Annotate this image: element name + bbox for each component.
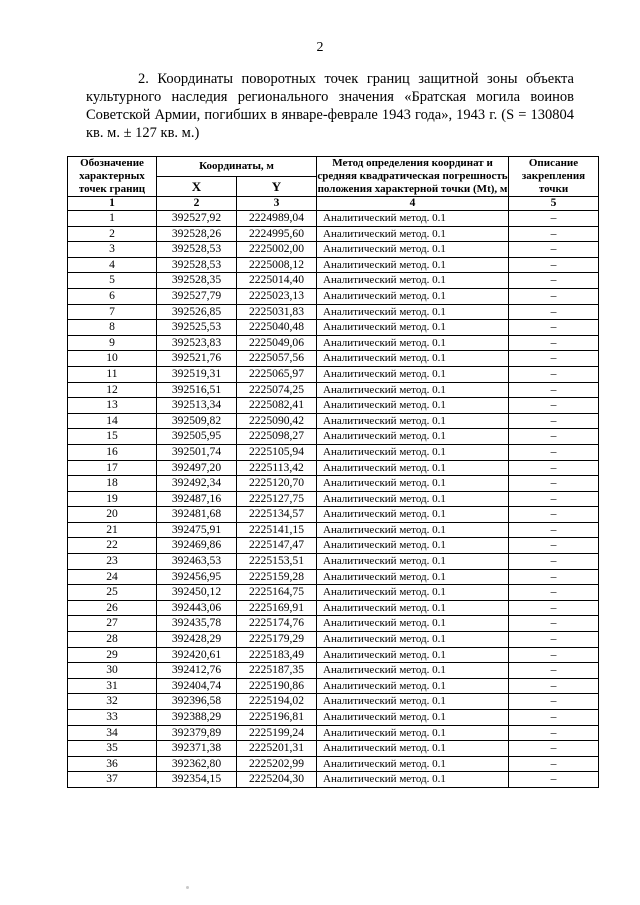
cell-fixing: – (509, 460, 599, 476)
cell-fixing: – (509, 288, 599, 304)
cell-method: Аналитический метод. 0.1 (317, 211, 509, 227)
cell-x: 392527,79 (157, 288, 237, 304)
cell-y: 2225169,91 (237, 600, 317, 616)
cell-point: 17 (68, 460, 157, 476)
cell-x: 392443,06 (157, 600, 237, 616)
cell-method: Аналитический метод. 0.1 (317, 585, 509, 601)
cell-method: Аналитический метод. 0.1 (317, 554, 509, 570)
table-row (68, 444, 599, 460)
cell-y: 2225190,86 (237, 678, 317, 694)
table-row (68, 304, 599, 320)
cell-x: 392528,26 (157, 226, 237, 242)
table-row (68, 772, 599, 788)
cell-point: 18 (68, 476, 157, 492)
cell-point: 30 (68, 663, 157, 679)
cell-x: 392487,16 (157, 491, 237, 507)
table-row (68, 476, 599, 492)
cell-method: Аналитический метод. 0.1 (317, 335, 509, 351)
cell-method: Аналитический метод. 0.1 (317, 756, 509, 772)
cell-y: 2225074,25 (237, 382, 317, 398)
table-row (68, 554, 599, 570)
table-row (68, 460, 599, 476)
table-row (68, 429, 599, 445)
header-y: Y (237, 177, 317, 197)
cell-x: 392396,58 (157, 694, 237, 710)
cell-point: 14 (68, 413, 157, 429)
cell-y: 2225164,75 (237, 585, 317, 601)
cell-y: 2225127,75 (237, 491, 317, 507)
cell-y: 2225057,56 (237, 351, 317, 367)
cell-point: 10 (68, 351, 157, 367)
cell-x: 392521,76 (157, 351, 237, 367)
cell-method: Аналитический метод. 0.1 (317, 632, 509, 648)
cell-y: 2225199,24 (237, 725, 317, 741)
cell-fixing: – (509, 382, 599, 398)
cell-x: 392388,29 (157, 710, 237, 726)
cell-point: 3 (68, 242, 157, 258)
table-row (68, 507, 599, 523)
cell-y: 2225194,02 (237, 694, 317, 710)
cell-fixing: – (509, 444, 599, 460)
cell-y: 2225023,13 (237, 288, 317, 304)
cell-y: 2225159,28 (237, 569, 317, 585)
cell-x: 392525,53 (157, 320, 237, 336)
table-row (68, 320, 599, 336)
cell-method: Аналитический метод. 0.1 (317, 320, 509, 336)
cell-fixing: – (509, 273, 599, 289)
table-row (68, 491, 599, 507)
cell-fixing: – (509, 569, 599, 585)
cell-x: 392528,35 (157, 273, 237, 289)
table-row (68, 522, 599, 538)
column-number: 3 (237, 197, 317, 211)
cell-fixing: – (509, 522, 599, 538)
cell-x: 392450,12 (157, 585, 237, 601)
cell-x: 392519,31 (157, 366, 237, 382)
cell-method: Аналитический метод. 0.1 (317, 429, 509, 445)
cell-method: Аналитический метод. 0.1 (317, 491, 509, 507)
cell-method: Аналитический метод. 0.1 (317, 569, 509, 585)
table-row (68, 616, 599, 632)
cell-method: Аналитический метод. 0.1 (317, 663, 509, 679)
cell-method: Аналитический метод. 0.1 (317, 522, 509, 538)
column-number: 4 (317, 197, 509, 211)
table-row (68, 273, 599, 289)
cell-fixing: – (509, 554, 599, 570)
header-fixing: Описание закрепления точки (509, 157, 599, 197)
cell-y: 2225002,00 (237, 242, 317, 258)
cell-y: 2225187,35 (237, 663, 317, 679)
cell-fixing: – (509, 694, 599, 710)
cell-method: Аналитический метод. 0.1 (317, 444, 509, 460)
cell-x: 392428,29 (157, 632, 237, 648)
cell-y: 2225031,83 (237, 304, 317, 320)
cell-point: 6 (68, 288, 157, 304)
table-row (68, 663, 599, 679)
cell-y: 2225065,97 (237, 366, 317, 382)
cell-fixing: – (509, 304, 599, 320)
header-point-label: Обозначение характерных точек границ (68, 157, 157, 197)
cell-y: 2225098,27 (237, 429, 317, 445)
scan-speck (186, 886, 189, 889)
cell-fixing: – (509, 476, 599, 492)
cell-y: 2225113,42 (237, 460, 317, 476)
table-row (68, 335, 599, 351)
cell-y: 2225179,29 (237, 632, 317, 648)
cell-x: 392435,78 (157, 616, 237, 632)
cell-x: 392523,83 (157, 335, 237, 351)
cell-y: 2225082,41 (237, 398, 317, 414)
cell-fixing: – (509, 585, 599, 601)
cell-y: 2225201,31 (237, 741, 317, 757)
cell-y: 2225174,76 (237, 616, 317, 632)
table-row (68, 398, 599, 414)
cell-method: Аналитический метод. 0.1 (317, 694, 509, 710)
table-row (68, 211, 599, 227)
cell-x: 392509,82 (157, 413, 237, 429)
cell-method: Аналитический метод. 0.1 (317, 725, 509, 741)
cell-x: 392527,92 (157, 211, 237, 227)
cell-method: Аналитический метод. 0.1 (317, 242, 509, 258)
cell-point: 11 (68, 366, 157, 382)
cell-y: 2225196,81 (237, 710, 317, 726)
cell-y: 2225202,99 (237, 756, 317, 772)
cell-method: Аналитический метод. 0.1 (317, 413, 509, 429)
table-row (68, 585, 599, 601)
cell-fixing: – (509, 257, 599, 273)
cell-y: 2225141,15 (237, 522, 317, 538)
table-row (68, 600, 599, 616)
cell-method: Аналитический метод. 0.1 (317, 304, 509, 320)
cell-method: Аналитический метод. 0.1 (317, 678, 509, 694)
cell-point: 32 (68, 694, 157, 710)
table-row (68, 725, 599, 741)
cell-x: 392492,34 (157, 476, 237, 492)
cell-fixing: – (509, 398, 599, 414)
cell-x: 392362,80 (157, 756, 237, 772)
cell-method: Аналитический метод. 0.1 (317, 507, 509, 523)
page-number: 2 (316, 40, 324, 55)
cell-point: 5 (68, 273, 157, 289)
cell-x: 392513,34 (157, 398, 237, 414)
cell-method: Аналитический метод. 0.1 (317, 616, 509, 632)
cell-fixing: – (509, 507, 599, 523)
cell-method: Аналитический метод. 0.1 (317, 600, 509, 616)
cell-x: 392475,91 (157, 522, 237, 538)
cell-point: 22 (68, 538, 157, 554)
cell-point: 16 (68, 444, 157, 460)
cell-x: 392469,86 (157, 538, 237, 554)
table-row (68, 756, 599, 772)
table-row (68, 741, 599, 757)
cell-x: 392379,89 (157, 725, 237, 741)
table-row (68, 569, 599, 585)
cell-y: 2225183,49 (237, 647, 317, 663)
cell-fixing: – (509, 647, 599, 663)
cell-y: 2225014,40 (237, 273, 317, 289)
cell-fixing: – (509, 538, 599, 554)
cell-x: 392505,95 (157, 429, 237, 445)
cell-x: 392528,53 (157, 257, 237, 273)
cell-y: 2225134,57 (237, 507, 317, 523)
cell-point: 35 (68, 741, 157, 757)
cell-point: 29 (68, 647, 157, 663)
table-row (68, 632, 599, 648)
cell-method: Аналитический метод. 0.1 (317, 351, 509, 367)
cell-point: 1 (68, 211, 157, 227)
table-row (68, 257, 599, 273)
column-number-row (68, 197, 599, 211)
header-method: Метод определения координат и средняя квадратическая погрешность положения характерной точки (Mt), м (317, 157, 508, 195)
table-row (68, 351, 599, 367)
cell-x: 392456,95 (157, 569, 237, 585)
cell-point: 4 (68, 257, 157, 273)
cell-method: Аналитический метод. 0.1 (317, 226, 509, 242)
cell-y: 2225204,30 (237, 772, 317, 788)
cell-y: 2225147,47 (237, 538, 317, 554)
table-header (68, 157, 599, 211)
column-number: 5 (509, 197, 599, 211)
cell-fixing: – (509, 429, 599, 445)
cell-method: Аналитический метод. 0.1 (317, 273, 509, 289)
column-number: 1 (68, 197, 157, 211)
table-row (68, 226, 599, 242)
cell-point: 8 (68, 320, 157, 336)
table-row (68, 366, 599, 382)
table-row (68, 413, 599, 429)
cell-fixing: – (509, 663, 599, 679)
table-body (68, 211, 599, 788)
cell-x: 392497,20 (157, 460, 237, 476)
table-row (68, 647, 599, 663)
cell-x: 392516,51 (157, 382, 237, 398)
cell-method: Аналитический метод. 0.1 (317, 288, 509, 304)
cell-point: 9 (68, 335, 157, 351)
cell-method: Аналитический метод. 0.1 (317, 366, 509, 382)
cell-fixing: – (509, 710, 599, 726)
cell-y: 2225040,48 (237, 320, 317, 336)
cell-y: 2225049,06 (237, 335, 317, 351)
column-number: 2 (157, 197, 237, 211)
cell-fixing: – (509, 366, 599, 382)
cell-method: Аналитический метод. 0.1 (317, 647, 509, 663)
cell-fixing: – (509, 632, 599, 648)
cell-fixing: – (509, 320, 599, 336)
cell-fixing: – (509, 491, 599, 507)
cell-y: 2224989,04 (237, 211, 317, 227)
cell-point: 2 (68, 226, 157, 242)
cell-x: 392463,53 (157, 554, 237, 570)
cell-point: 31 (68, 678, 157, 694)
cell-point: 37 (68, 772, 157, 788)
cell-point: 7 (68, 304, 157, 320)
table-row (68, 288, 599, 304)
cell-fixing: – (509, 242, 599, 258)
cell-x: 392526,85 (157, 304, 237, 320)
section-heading: 2. Координаты поворотных точек границ защитной зоны объекта культурного наследия регионального значения «Братская могила воинов Советской Армии, погибших в январе-феврале 1943 года», 1943 г. (S = 130804 кв. м. ± 127 кв. м.) (86, 71, 574, 141)
cell-fixing: – (509, 616, 599, 632)
table-row (68, 678, 599, 694)
cell-point: 19 (68, 491, 157, 507)
cell-method: Аналитический метод. 0.1 (317, 476, 509, 492)
cell-fixing: – (509, 772, 599, 788)
cell-x: 392501,74 (157, 444, 237, 460)
cell-y: 2225105,94 (237, 444, 317, 460)
header-x: X (157, 177, 237, 197)
cell-x: 392354,15 (157, 772, 237, 788)
cell-point: 26 (68, 600, 157, 616)
cell-point: 25 (68, 585, 157, 601)
cell-point: 13 (68, 398, 157, 414)
cell-fixing: – (509, 725, 599, 741)
cell-fixing: – (509, 756, 599, 772)
header-coordinates: Координаты, м (157, 157, 317, 177)
cell-x: 392528,53 (157, 242, 237, 258)
cell-point: 12 (68, 382, 157, 398)
cell-x: 392412,76 (157, 663, 237, 679)
cell-method: Аналитический метод. 0.1 (317, 710, 509, 726)
cell-point: 27 (68, 616, 157, 632)
cell-fixing: – (509, 226, 599, 242)
cell-y: 2225153,51 (237, 554, 317, 570)
cell-x: 392481,68 (157, 507, 237, 523)
cell-method: Аналитический метод. 0.1 (317, 382, 509, 398)
cell-method: Аналитический метод. 0.1 (317, 772, 509, 788)
cell-fixing: – (509, 678, 599, 694)
cell-fixing: – (509, 351, 599, 367)
cell-y: 2225120,70 (237, 476, 317, 492)
cell-method: Аналитический метод. 0.1 (317, 460, 509, 476)
cell-y: 2224995,60 (237, 226, 317, 242)
cell-fixing: – (509, 335, 599, 351)
cell-y: 2225090,42 (237, 413, 317, 429)
cell-point: 36 (68, 756, 157, 772)
cell-point: 28 (68, 632, 157, 648)
cell-method: Аналитический метод. 0.1 (317, 538, 509, 554)
cell-fixing: – (509, 600, 599, 616)
cell-fixing: – (509, 413, 599, 429)
cell-point: 23 (68, 554, 157, 570)
cell-method: Аналитический метод. 0.1 (317, 257, 509, 273)
cell-point: 24 (68, 569, 157, 585)
cell-point: 20 (68, 507, 157, 523)
cell-fixing: – (509, 741, 599, 757)
table-row (68, 382, 599, 398)
cell-point: 21 (68, 522, 157, 538)
cell-point: 15 (68, 429, 157, 445)
coordinates-table (67, 156, 599, 788)
cell-method: Аналитический метод. 0.1 (317, 398, 509, 414)
cell-point: 33 (68, 710, 157, 726)
cell-y: 2225008,12 (237, 257, 317, 273)
cell-fixing: – (509, 211, 599, 227)
cell-x: 392420,61 (157, 647, 237, 663)
table-row (68, 694, 599, 710)
table-row (68, 242, 599, 258)
cell-point: 34 (68, 725, 157, 741)
cell-x: 392404,74 (157, 678, 237, 694)
cell-x: 392371,38 (157, 741, 237, 757)
cell-method: Аналитический метод. 0.1 (317, 741, 509, 757)
table-row (68, 710, 599, 726)
table-row (68, 538, 599, 554)
